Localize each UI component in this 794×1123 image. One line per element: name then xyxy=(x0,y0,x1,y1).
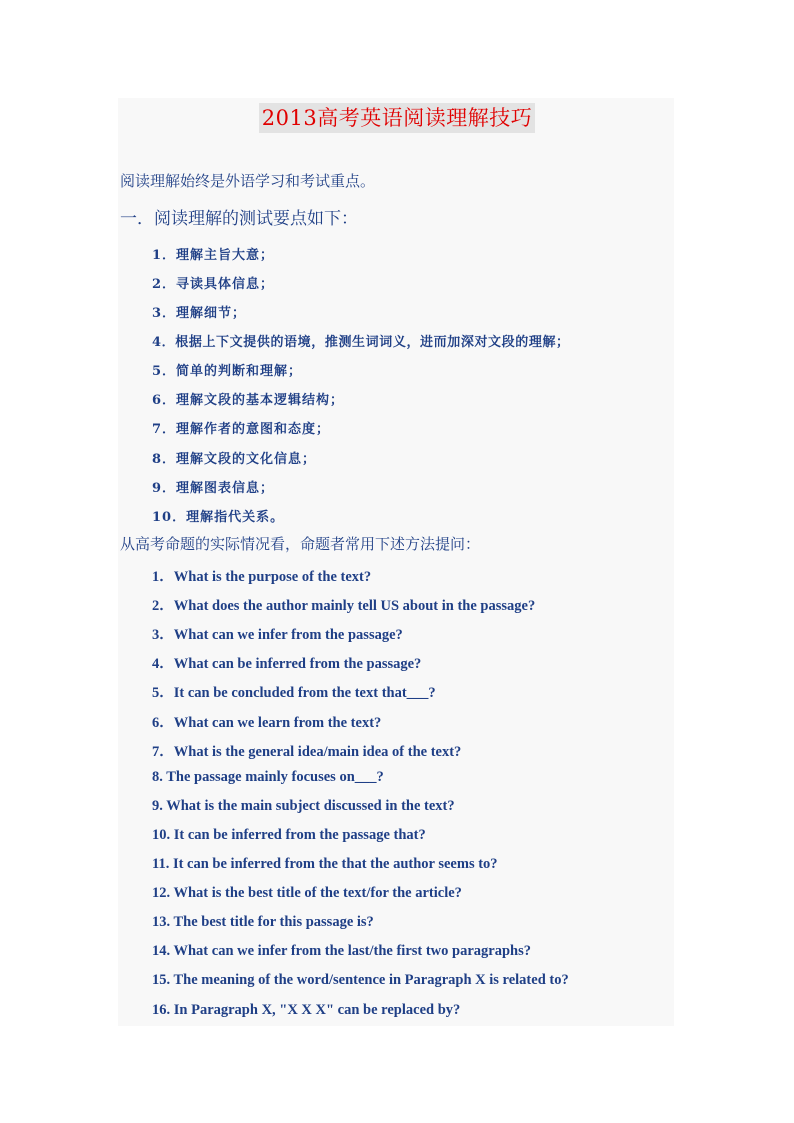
section2-heading: 从高考命题的实际情况看，命题者常用下述方法提问： xyxy=(120,535,481,553)
test-point-item: 2．寻读具体信息； xyxy=(152,277,275,292)
test-point-item: 8．理解文段的文化信息； xyxy=(152,452,317,467)
test-point-item: 6．理解文段的基本逻辑结构； xyxy=(152,393,345,408)
question-item: 13. The best title for this passage is? xyxy=(152,914,374,930)
question-item: 10. It can be inferred from the passage that? xyxy=(152,827,426,843)
question-item: 15. The meaning of the word/sentence in Paragraph X is related to? xyxy=(152,972,569,988)
question-item: 16. In Paragraph X, "X X X" can be replaced by? xyxy=(152,1002,461,1018)
question-item: 12. What is the best title of the text/for the article? xyxy=(152,885,462,901)
question-item: 6．What can we learn from the text? xyxy=(152,715,382,731)
title-container xyxy=(0,103,794,133)
test-point-item: 5．简单的判断和理解； xyxy=(152,364,303,379)
test-point-item: 10．理解指代关系。 xyxy=(152,510,285,525)
intro-text: 阅读理解始终是外语学习和考试重点。 xyxy=(120,172,376,190)
question-item: 14. What can we infer from the last/the first two paragraphs? xyxy=(152,943,531,959)
question-item: 7．What is the general idea/main idea of the text? xyxy=(152,744,462,760)
test-point-item: 1．理解主旨大意； xyxy=(152,248,275,263)
question-item: 1．What is the purpose of the text? xyxy=(152,569,372,585)
test-point-item: 3．理解细节； xyxy=(152,306,247,321)
question-item: 2．What does the author mainly tell US about in the passage? xyxy=(152,598,536,614)
question-item: 3．What can we infer from the passage? xyxy=(152,627,403,643)
test-point-item: 7．理解作者的意图和态度； xyxy=(152,422,331,437)
question-item: 9. What is the main subject discussed in the text? xyxy=(152,798,455,814)
test-point-item: 4．根据上下文提供的语境，推测生词词义，进而加深对文段的理解； xyxy=(152,335,570,350)
question-item: 4．What can be inferred from the passage? xyxy=(152,656,422,672)
question-item: 8. The passage mainly focuses on___? xyxy=(152,769,384,785)
question-item: 5．It can be concluded from the text that___? xyxy=(152,685,436,701)
question-item: 11. It can be inferred from the that the author seems to? xyxy=(152,856,498,872)
section1-heading: 一．阅读理解的测试要点如下： xyxy=(120,209,358,229)
test-point-item: 9．理解图表信息； xyxy=(152,481,275,496)
document-title: 2013高考英语阅读理解技巧 xyxy=(259,103,535,133)
